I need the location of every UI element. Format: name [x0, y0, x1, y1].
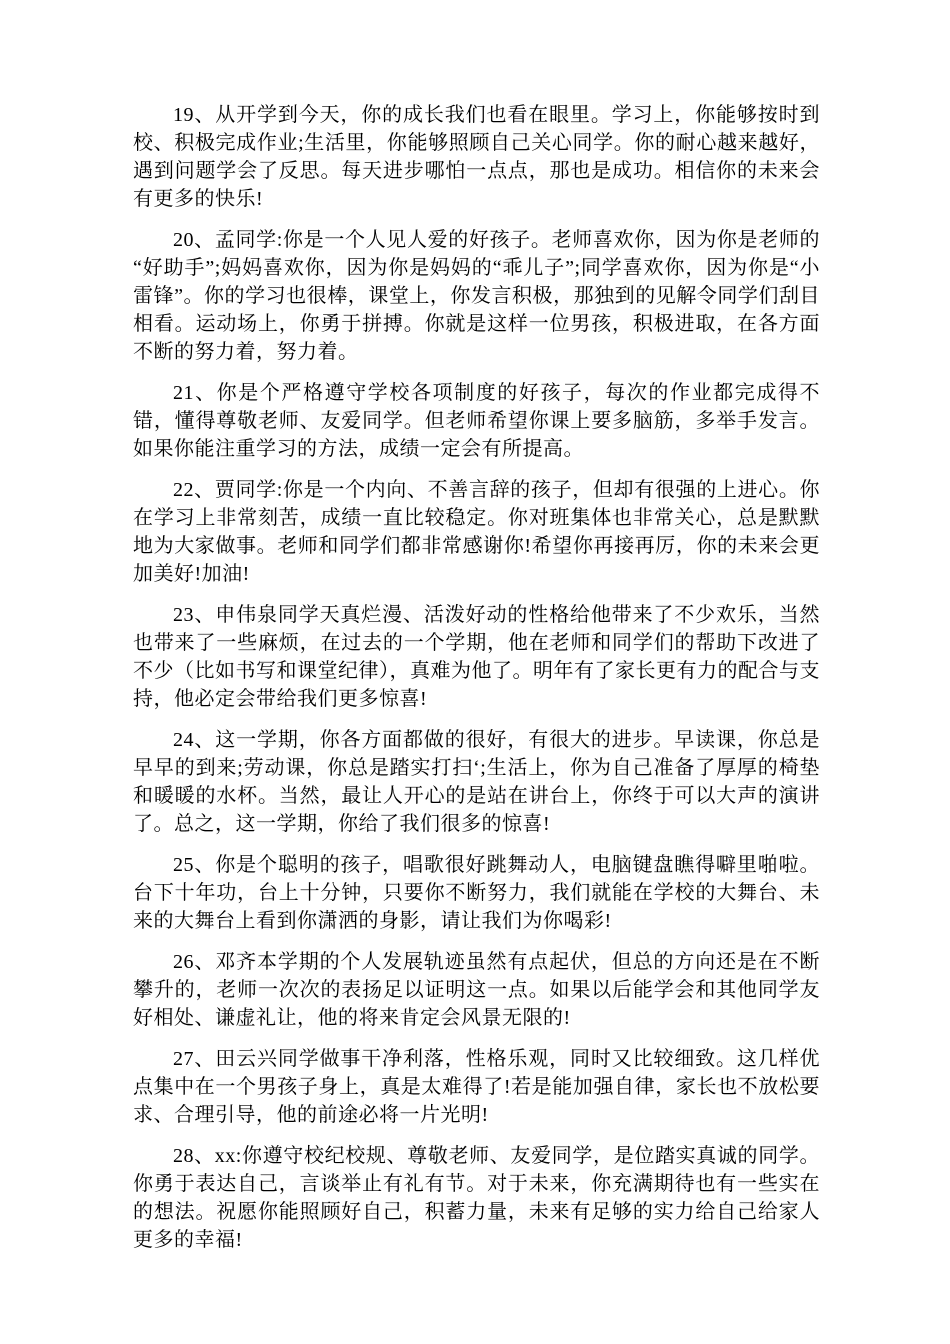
comment-paragraph-24: 24、这一学期，你各方面都做的很好，有很大的进步。早读课，你总是早早的到来;劳动课，你总是踏实打扫‘;生活上，你为自己准备了厚厚的椅垫和暖暖的水杯。当然，最让人开心的是站在讲台上，你终于可以大声的演讲了。总之，这一学期，你给了我们很多的惊喜!: [133, 729, 820, 835]
comment-paragraph-20: 20、孟同学:你是一个人见人爱的好孩子。老师喜欢你，因为你是老师的“好助手”;妈妈喜欢你，因为你是妈妈的“乖儿子”;同学喜欢你，因为你是“小雷锋”。你的学习也很棒，课堂上，你发言积极，那独到的见解令同学们刮目相看。运动场上，你勇于拼搏。你就是这样一位男孩，积极进取，在各方面不断的努力着，努力着。: [133, 229, 820, 363]
comment-paragraph-28: 28、xx:你遵守校纪校规、尊敬老师、友爱同学，是位踏实真诚的同学。你勇于表达自己，言谈举止有礼有节。对于未来，你充满期待也有一些实在的想法。祝愿你能照顾好自己，积蓄力量，未来有足够的实力给自己给家人更多的幸福!: [133, 1145, 820, 1251]
comment-paragraph-21: 21、你是个严格遵守学校各项制度的好孩子，每次的作业都完成得不错，懂得尊敬老师、友爱同学。但老师希望你课上要多脑筋，多举手发言。如果你能注重学习的方法，成绩一定会有所提高。: [133, 382, 820, 460]
comment-paragraph-25: 25、你是个聪明的孩子，唱歌很好跳舞动人，电脑键盘瞧得噼里啪啦。台下十年功，台上十分钟，只要你不断努力，我们就能在学校的大舞台、未来的大舞台上看到你潇洒的身影，请让我们为你喝彩!: [133, 854, 820, 932]
comment-paragraph-19: 19、从开学到今天，你的成长我们也看在眼里。学习上，你能够按时到校、积极完成作业;生活里，你能够照顾自己关心同学。你的耐心越来越好，遇到问题学会了反思。每天进步哪怕一点点，那也是成功。相信你的未来会有更多的快乐!: [133, 104, 820, 210]
comment-paragraph-27: 27、田云兴同学做事干净利落，性格乐观，同时又比较细致。这几样优点集中在一个男孩子身上，真是太难得了!若是能加强自律，家长也不放松要求、合理引导，他的前途必将一片光明!: [133, 1048, 820, 1126]
comment-paragraph-26: 26、邓齐本学期的个人发展轨迹虽然有点起伏，但总的方向还是在不断攀升的，老师一次次的表扬足以证明这一点。如果以后能学会和其他同学友好相处、谦虚礼让，他的将来肯定会风景无限的!: [133, 951, 820, 1029]
comment-paragraph-22: 22、贾同学:你是一个内向、不善言辞的孩子，但却有很强的上进心。你在学习上非常刻苦，成绩一直比较稳定。你对班集体也非常关心，总是默默地为大家做事。老师和同学们都非常感谢你!希望你再接再厉，你的未来会更加美好!加油!: [133, 479, 820, 585]
comment-paragraph-23: 23、申伟泉同学天真烂漫、活泼好动的性格给他带来了不少欢乐，当然也带来了一些麻烦，在过去的一个学期，他在老师和同学们的帮助下改进了不少（比如书写和课堂纪律），真难为他了。明年有了家长更有力的配合与支持，他必定会带给我们更多惊喜!: [133, 604, 820, 710]
